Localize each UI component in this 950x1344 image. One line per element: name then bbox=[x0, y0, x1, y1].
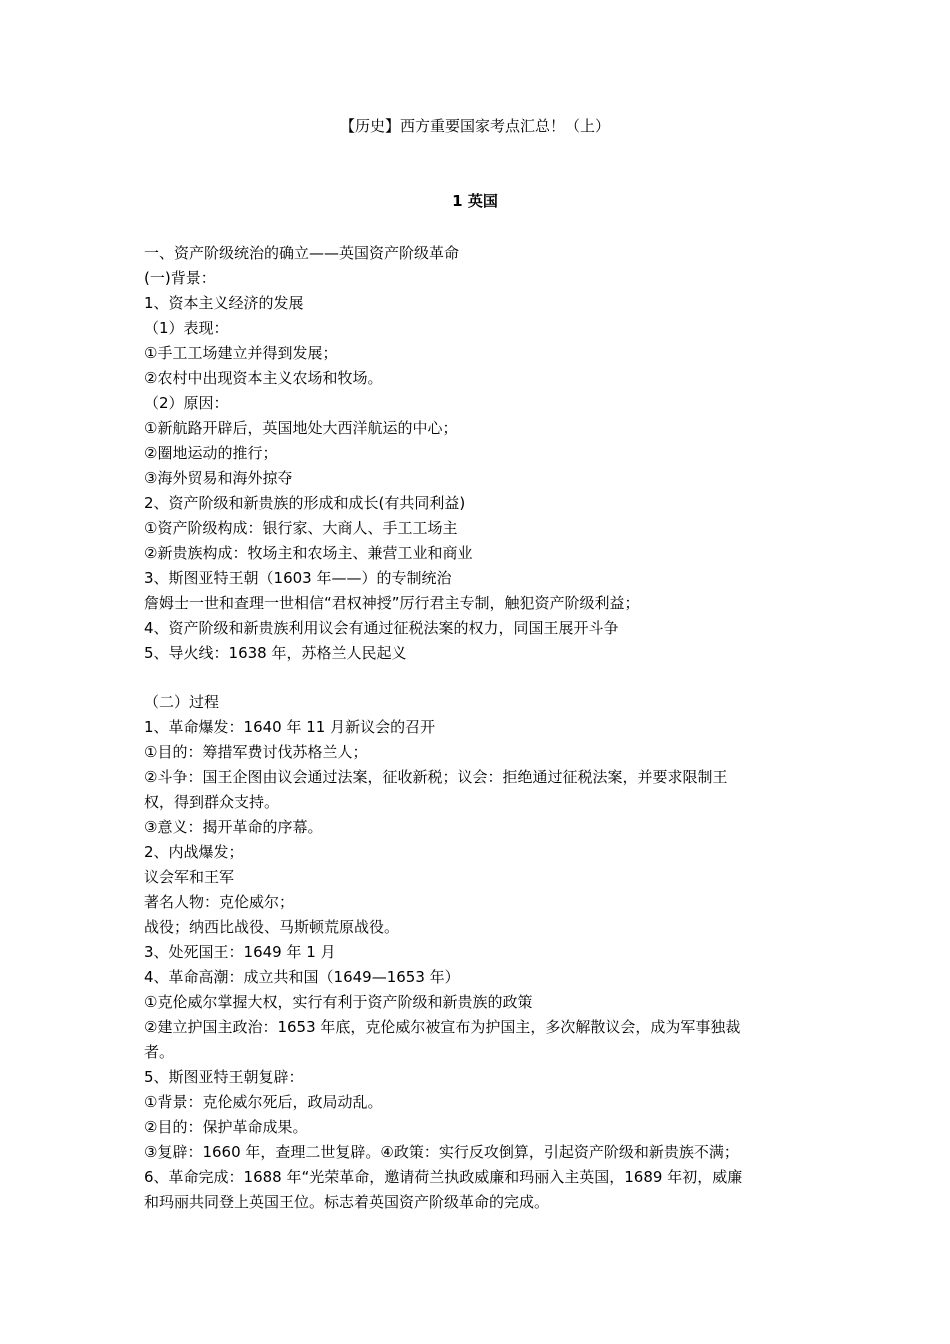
text-line: ②农村中出现资本主义农场和牧场。 bbox=[144, 369, 383, 387]
text-line: ①目的：筹措军费讨伐苏格兰人； bbox=[144, 743, 368, 761]
text-line: ②新贵族构成：牧场主和农场主、兼营工业和商业 bbox=[144, 544, 473, 562]
text-line: 詹姆士一世和查理一世相信“君权神授”厉行君主专制，触犯资产阶级利益； bbox=[144, 594, 640, 612]
text-line: 5、导火线：1638 年，苏格兰人民起义 bbox=[144, 644, 407, 662]
text-line: 战役；纳西比战役、马斯顿荒原战役。 bbox=[144, 918, 400, 936]
text-line: （2）原因： bbox=[144, 394, 229, 412]
text-line: 一、资产阶级统治的确立——英国资产阶级革命 bbox=[144, 244, 460, 262]
text-line: ①资产阶级构成：银行家、大商人、手工工场主 bbox=[144, 519, 458, 537]
text-line: 著名人物：克伦威尔； bbox=[144, 893, 295, 911]
text-line: (一)背景： bbox=[144, 269, 216, 287]
document-body bbox=[144, 241, 808, 1215]
text-line: ②斗争：国王企图由议会通过法案，征收新税；议会：拒绝通过征税法案，并要求限制王 bbox=[144, 768, 728, 786]
text-line: 1、革命爆发：1640 年 11 月新议会的召开 bbox=[144, 718, 436, 736]
text-line: ②建立护国主政治：1653 年底，克伦威尔被宣布为护国主，多次解散议会，成为军事独裁 bbox=[144, 1018, 741, 1036]
paragraph-spacer bbox=[144, 666, 808, 690]
text-line: （二）过程 bbox=[144, 693, 220, 711]
section-heading: 1 英国 bbox=[452, 192, 498, 210]
text-line: 5、斯图亚特王朝复辟： bbox=[144, 1068, 304, 1086]
text-line: ①新航路开辟后，英国地处大西洋航运的中心； bbox=[144, 419, 458, 437]
text-line: ③复辟：1660 年，查理二世复辟。④政策：实行反攻倒算，引起资产阶级和新贵族不满； bbox=[144, 1143, 739, 1161]
text-line: ②目的：保护革命成果。 bbox=[144, 1118, 308, 1136]
text-line: 议会军和王军 bbox=[144, 868, 235, 886]
text-line: ①克伦威尔掌握大权，实行有利于资产阶级和新贵族的政策 bbox=[144, 993, 533, 1011]
text-line: 者。 bbox=[144, 1043, 175, 1061]
text-line: 3、斯图亚特王朝（1603 年——）的专制统治 bbox=[144, 569, 452, 587]
text-line: ②圈地运动的推行； bbox=[144, 444, 278, 462]
text-line: 6、革命完成：1688 年“光荣革命，邀请荷兰执政威廉和玛丽入主英国，1689 年初，威廉 bbox=[144, 1168, 743, 1186]
text-line: ③意义：揭开革命的序幕。 bbox=[144, 818, 323, 836]
text-line: ③海外贸易和海外掠夺 bbox=[144, 469, 293, 487]
text-line: 4、资产阶级和新贵族利用议会有通过征税法案的权力，同国王展开斗争 bbox=[144, 619, 619, 637]
text-line: 3、处死国王：1649 年 1 月 bbox=[144, 943, 336, 961]
text-line: 和玛丽共同登上英国王位。标志着英国资产阶级革命的完成。 bbox=[144, 1193, 550, 1211]
text-line: ①手工工场建立并得到发展； bbox=[144, 344, 338, 362]
text-line: ①背景：克伦威尔死后，政局动乱。 bbox=[144, 1093, 383, 1111]
document-title: 【历史】西方重要国家考点汇总！（上） bbox=[339, 117, 610, 135]
text-line: 2、资产阶级和新贵族的形成和成长(有共同利益) bbox=[144, 494, 466, 512]
text-line: 1、资本主义经济的发展 bbox=[144, 294, 304, 312]
text-line: 2、内战爆发； bbox=[144, 843, 244, 861]
text-line: （1）表现： bbox=[144, 319, 229, 337]
text-line: 权，得到群众支持。 bbox=[144, 793, 280, 811]
text-line: 4、革命高潮：成立共和国（1649—1653 年） bbox=[144, 968, 460, 986]
